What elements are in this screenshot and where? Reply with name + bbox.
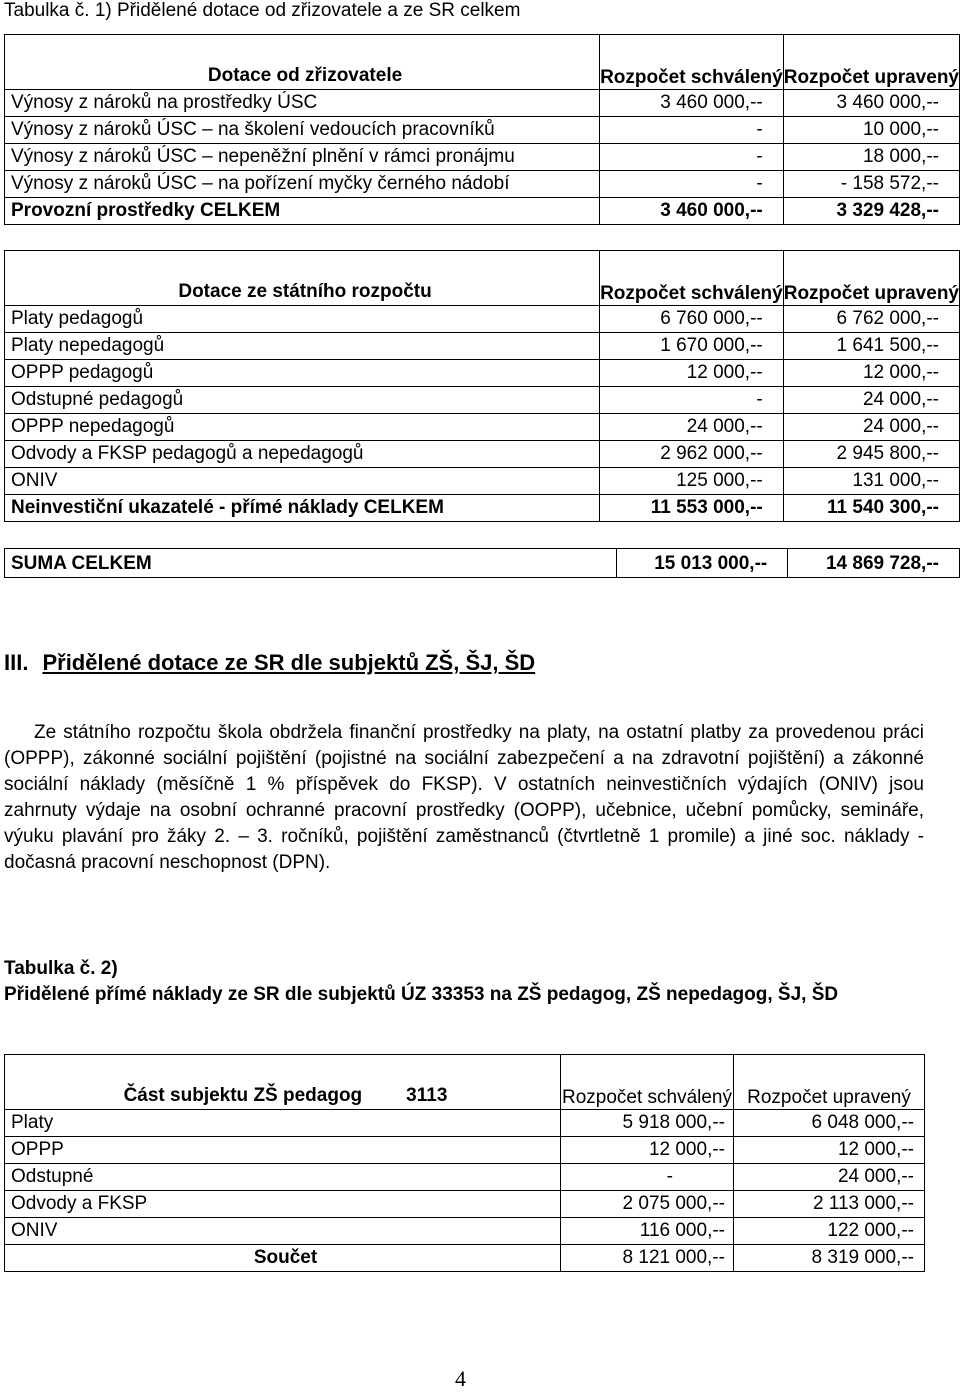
row-value-schvaleny: 125 000,-- xyxy=(600,468,784,495)
table-row xyxy=(5,171,960,198)
header-label: Dotace ze státního rozpočtu xyxy=(5,251,600,306)
header-label xyxy=(5,1055,561,1110)
total-label: Provozní prostředky CELKEM xyxy=(5,198,600,225)
row-value-upraveny: 2 945 800,-- xyxy=(783,441,959,468)
row-label: OPPP xyxy=(5,1137,561,1164)
row-value-upraveny: 24 000,-- xyxy=(783,414,959,441)
row-value-schvaleny: - xyxy=(600,144,784,171)
total-value-upraveny: 11 540 300,-- xyxy=(783,495,959,522)
table-total-row xyxy=(5,198,960,225)
table2-title xyxy=(4,956,934,1008)
table-total-row xyxy=(5,1245,925,1272)
row-label: OPPP pedagogů xyxy=(5,360,600,387)
table-row xyxy=(5,1191,925,1218)
table-header-row xyxy=(5,251,960,306)
row-value-upraveny: 12 000,-- xyxy=(734,1137,925,1164)
row-value-schvaleny: 24 000,-- xyxy=(600,414,784,441)
row-label: Výnosy z nároků na prostředky ÚSC xyxy=(5,90,600,117)
row-label: Platy pedagogů xyxy=(5,306,600,333)
row-value-upraveny: 1 641 500,-- xyxy=(783,333,959,360)
table-row xyxy=(5,468,960,495)
header-col-schvaleny: Rozpočet schválený xyxy=(561,1055,734,1110)
row-value-schvaleny: - xyxy=(600,171,784,198)
header-col-schvaleny: Rozpočet schválený xyxy=(600,35,784,90)
row-value-schvaleny: 5 918 000,-- xyxy=(561,1110,734,1137)
row-value-upraveny: 6 048 000,-- xyxy=(734,1110,925,1137)
total-value-upraveny: 8 319 000,-- xyxy=(734,1245,925,1272)
header-col-upraveny: Rozpočet upravený xyxy=(783,251,959,306)
row-label: Výnosy z nároků ÚSC – na školení vedoucích pracovníků xyxy=(5,117,600,144)
suma-value-schvaleny: 15 013 000,-- xyxy=(616,549,788,578)
table2-title-line1: Tabulka č. 2) xyxy=(4,958,118,979)
row-label: ONIV xyxy=(5,468,600,495)
table-row xyxy=(5,1137,925,1164)
table-row xyxy=(5,306,960,333)
table2-title-line2: Přidělené přímé náklady ze SR dle subjektů ÚZ 33353 na ZŠ pedagog, ZŠ nepedagog, ŠJ, ŠD xyxy=(4,984,839,1005)
row-label: Odstupné pedagogů xyxy=(5,387,600,414)
row-value-upraveny: 10 000,-- xyxy=(783,117,959,144)
table-zs-pedagog xyxy=(4,1054,925,1272)
total-value-upraveny: 3 329 428,-- xyxy=(783,198,959,225)
suma-row xyxy=(5,549,960,578)
table-row xyxy=(5,414,960,441)
row-label: Odvody a FKSP xyxy=(5,1191,561,1218)
table-row xyxy=(5,360,960,387)
suma-value-upraveny: 14 869 728,-- xyxy=(788,549,960,578)
header-col-upraveny: Rozpočet upravený xyxy=(734,1055,925,1110)
table-row xyxy=(5,90,960,117)
row-value-schvaleny: 12 000,-- xyxy=(561,1137,734,1164)
row-value-schvaleny: 3 460 000,-- xyxy=(600,90,784,117)
row-value-schvaleny: - xyxy=(561,1164,734,1191)
table-total-row xyxy=(5,495,960,522)
table-row xyxy=(5,1164,925,1191)
table-row xyxy=(5,117,960,144)
header-label-text: Část subjektu ZŠ pedagog xyxy=(123,1085,363,1106)
row-label: Platy xyxy=(5,1110,561,1137)
table-row xyxy=(5,144,960,171)
row-value-upraveny: 122 000,-- xyxy=(734,1218,925,1245)
header-code: 3113 xyxy=(406,1085,448,1106)
body-paragraph: Ze státního rozpočtu škola obdržela finanční prostředky na platy, na ostatní platby za provedenou práci (OPPP), zákonné sociální pojištění (pojistné na sociální zabezpečení a na zdravotní pojištění) a zákonné sociální náklady (měsíčně 1 % příspěvek do FKSP). V ostatních neinvestičních výdajích (ONIV) jsou zahrnuty výdaje na osobní ochranné pracovní prostředky (OOPP), učebnice, učební pomůcky, semináře, výuku plavání pro žáky 2. – 3. ročníků, pojištění zaměstnanců (čtvrtletně 1 promile) a jiné soc. náklady - dočasná pracovní neschopnost (DPN). xyxy=(4,722,924,873)
row-label: Výnosy z nároků ÚSC – na pořízení myčky černého nádobí xyxy=(5,171,600,198)
suma-label: SUMA CELKEM xyxy=(5,549,617,578)
row-value-upraveny: 18 000,-- xyxy=(783,144,959,171)
row-label: Platy nepedagogů xyxy=(5,333,600,360)
section-heading xyxy=(4,650,535,676)
row-value-upraveny: 6 762 000,-- xyxy=(783,306,959,333)
row-label: Odstupné xyxy=(5,1164,561,1191)
row-value-upraveny: 24 000,-- xyxy=(734,1164,925,1191)
header-label: Dotace od zřizovatele xyxy=(5,35,600,90)
row-value-schvaleny: 116 000,-- xyxy=(561,1218,734,1245)
table1-title: Tabulka č. 1) Přidělené dotace od zřizovatele a ze SR celkem xyxy=(4,0,521,21)
total-label: Součet xyxy=(5,1245,561,1272)
total-value-schvaleny: 8 121 000,-- xyxy=(561,1245,734,1272)
page-number: 4 xyxy=(455,1366,466,1391)
header-col-schvaleny: Rozpočet schválený xyxy=(600,251,784,306)
table-row xyxy=(5,333,960,360)
row-value-schvaleny: 2 075 000,-- xyxy=(561,1191,734,1218)
table-header-row xyxy=(5,1055,925,1110)
section-title: Přidělené dotace ze SR dle subjektů ZŠ, ŠJ, ŠD xyxy=(42,650,536,675)
row-value-upraveny: 131 000,-- xyxy=(783,468,959,495)
table-row xyxy=(5,1218,925,1245)
row-value-upraveny: - 158 572,-- xyxy=(783,171,959,198)
table-dotace-zrizovatel xyxy=(4,34,960,225)
table-row xyxy=(5,1110,925,1137)
row-label: Odvody a FKSP pedagogů a nepedagogů xyxy=(5,441,600,468)
table-suma-celkem xyxy=(4,548,960,578)
row-label: OPPP nepedagogů xyxy=(5,414,600,441)
section-number: III. xyxy=(4,650,29,675)
row-value-schvaleny: 6 760 000,-- xyxy=(600,306,784,333)
total-value-schvaleny: 3 460 000,-- xyxy=(600,198,784,225)
row-value-upraveny: 3 460 000,-- xyxy=(783,90,959,117)
row-value-schvaleny: - xyxy=(600,387,784,414)
table-dotace-sr xyxy=(4,250,960,522)
row-value-schvaleny: 1 670 000,-- xyxy=(600,333,784,360)
row-value-schvaleny: 12 000,-- xyxy=(600,360,784,387)
row-label: Výnosy z nároků ÚSC – nepeněžní plnění v rámci pronájmu xyxy=(5,144,600,171)
row-value-upraveny: 24 000,-- xyxy=(783,387,959,414)
total-value-schvaleny: 11 553 000,-- xyxy=(600,495,784,522)
table-header-row xyxy=(5,35,960,90)
row-value-upraveny: 12 000,-- xyxy=(783,360,959,387)
row-value-upraveny: 2 113 000,-- xyxy=(734,1191,925,1218)
row-value-schvaleny: 2 962 000,-- xyxy=(600,441,784,468)
table-row xyxy=(5,387,960,414)
total-label: Neinvestiční ukazatelé - přímé náklady CELKEM xyxy=(5,495,600,522)
table-row xyxy=(5,441,960,468)
row-value-schvaleny: - xyxy=(600,117,784,144)
row-label: ONIV xyxy=(5,1218,561,1245)
header-col-upraveny: Rozpočet upravený xyxy=(783,35,959,90)
